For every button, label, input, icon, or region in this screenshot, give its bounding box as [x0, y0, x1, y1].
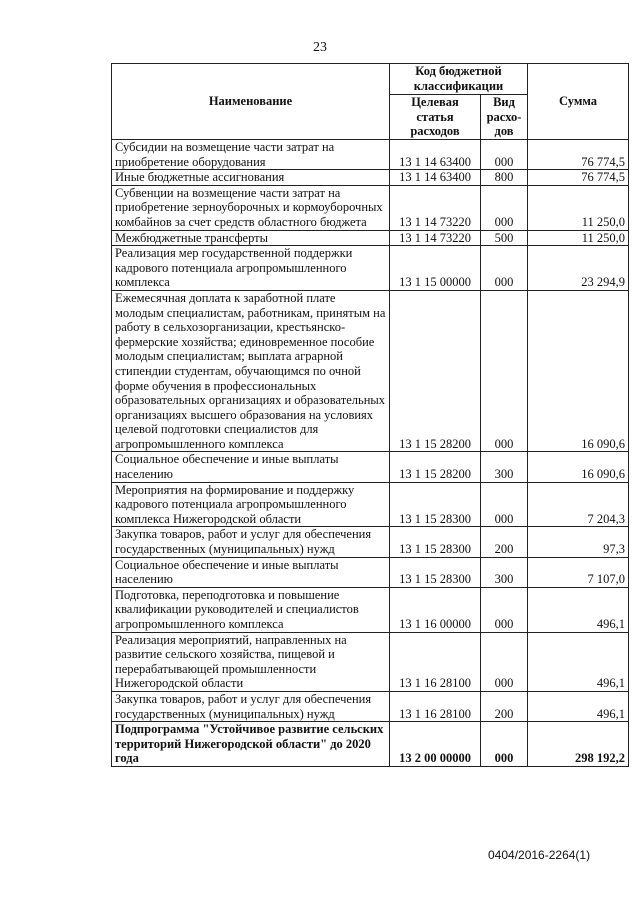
table-body — [112, 140, 629, 767]
row-name: Ежемесячная доплата к заработной плате молодым специалистам, работникам, принятым на работу в сельхозорганизации, крестьянско-фермерские хозяйства; единовременное пособие молодым специалистам; выплата аграрной стипендии студентам, обучающимся по очной форме обучения в профессиональных образовательных организациях и образовательных организациях высшего образования на условиях целевой подготовки специалистов для агропромышленного комплекса — [112, 290, 390, 452]
row-name: Социальное обеспечение и иные выплаты населению — [112, 452, 390, 482]
row-expense-type: 000 — [481, 290, 528, 452]
row-sum: 496,1 — [528, 587, 629, 632]
header-expense-type: Вид расхо-дов — [481, 95, 528, 140]
table-row — [112, 170, 629, 186]
row-target-article: 13 1 16 28100 — [390, 632, 481, 691]
row-target-article: 13 1 15 28200 — [390, 452, 481, 482]
row-sum: 496,1 — [528, 632, 629, 691]
row-target-article: 13 1 14 63400 — [390, 140, 481, 170]
row-sum: 298 192,2 — [528, 722, 629, 767]
row-name: Межбюджетные трансферты — [112, 230, 390, 246]
row-sum: 7 107,0 — [528, 557, 629, 587]
row-sum: 16 090,6 — [528, 290, 629, 452]
row-expense-type: 000 — [481, 246, 528, 291]
header-sum: Сумма — [528, 64, 629, 140]
row-expense-type: 200 — [481, 527, 528, 557]
row-target-article: 13 1 14 63400 — [390, 170, 481, 186]
header-name: Наименование — [112, 64, 390, 140]
table-row — [112, 527, 629, 557]
table-row — [112, 290, 629, 452]
row-name: Социальное обеспечение и иные выплаты населению — [112, 557, 390, 587]
row-expense-type: 300 — [481, 557, 528, 587]
row-name: Мероприятия на формирование и поддержку кадрового потенциала агропромышленного комплекса Нижегородской области — [112, 482, 390, 527]
row-expense-type: 000 — [481, 185, 528, 230]
row-target-article: 13 1 15 00000 — [390, 246, 481, 291]
table-row — [112, 452, 629, 482]
row-expense-type: 000 — [481, 482, 528, 527]
row-name: Реализация мероприятий, направленных на развитие сельского хозяйства, пищевой и перерабатывающей промышленности Нижегородской области — [112, 632, 390, 691]
row-sum: 76 774,5 — [528, 170, 629, 186]
row-expense-type: 000 — [481, 722, 528, 767]
row-expense-type: 800 — [481, 170, 528, 186]
row-target-article: 13 1 16 00000 — [390, 587, 481, 632]
table-row — [112, 632, 629, 691]
row-sum: 16 090,6 — [528, 452, 629, 482]
row-target-article: 13 1 16 28100 — [390, 691, 481, 721]
table-row — [112, 691, 629, 721]
row-sum: 23 294,9 — [528, 246, 629, 291]
row-expense-type: 000 — [481, 632, 528, 691]
header-target-article: Целевая статья расходов — [390, 95, 481, 140]
row-name: Подготовка, переподготовка и повышение квалификации руководителей и специалистов агропромышленного комплекса — [112, 587, 390, 632]
row-sum: 496,1 — [528, 691, 629, 721]
row-expense-type: 000 — [481, 140, 528, 170]
table-row — [112, 246, 629, 291]
table-row — [112, 722, 629, 767]
row-sum: 76 774,5 — [528, 140, 629, 170]
row-name: Подпрограмма "Устойчивое развитие сельских территорий Нижегородской области" до 2020 года — [112, 722, 390, 767]
table-row — [112, 482, 629, 527]
row-name: Реализация мер государственной поддержки кадрового потенциала агропромышленного комплекса — [112, 246, 390, 291]
table-row — [112, 587, 629, 632]
budget-table — [111, 63, 629, 767]
row-name: Иные бюджетные ассигнования — [112, 170, 390, 186]
document-code: 0404/2016-2264(1) — [488, 848, 591, 862]
row-expense-type: 500 — [481, 230, 528, 246]
row-target-article: 13 1 15 28300 — [390, 527, 481, 557]
row-expense-type: 000 — [481, 587, 528, 632]
row-name: Закупка товаров, работ и услуг для обеспечения государственных (муниципальных) нужд — [112, 691, 390, 721]
row-expense-type: 200 — [481, 691, 528, 721]
table-row — [112, 557, 629, 587]
row-target-article: 13 1 15 28300 — [390, 557, 481, 587]
header-code-group: Код бюджетной классификации — [390, 64, 528, 95]
row-name: Субвенции на возмещение части затрат на приобретение зерноуборочных и кормоуборочных комбайнов за счет средств областного бюджета — [112, 185, 390, 230]
row-sum: 7 204,3 — [528, 482, 629, 527]
table-row — [112, 140, 629, 170]
row-target-article: 13 1 15 28300 — [390, 482, 481, 527]
row-name: Субсидии на возмещение части затрат на приобретение оборудования — [112, 140, 390, 170]
row-target-article: 13 1 14 73220 — [390, 230, 481, 246]
row-sum: 11 250,0 — [528, 230, 629, 246]
row-sum: 11 250,0 — [528, 185, 629, 230]
page-number: 23 — [313, 40, 327, 55]
row-expense-type: 300 — [481, 452, 528, 482]
row-sum: 97,3 — [528, 527, 629, 557]
row-name: Закупка товаров, работ и услуг для обеспечения государственных (муниципальных) нужд — [112, 527, 390, 557]
row-target-article: 13 1 15 28200 — [390, 290, 481, 452]
row-target-article: 13 2 00 00000 — [390, 722, 481, 767]
row-target-article: 13 1 14 73220 — [390, 185, 481, 230]
table-row — [112, 230, 629, 246]
table-row — [112, 185, 629, 230]
